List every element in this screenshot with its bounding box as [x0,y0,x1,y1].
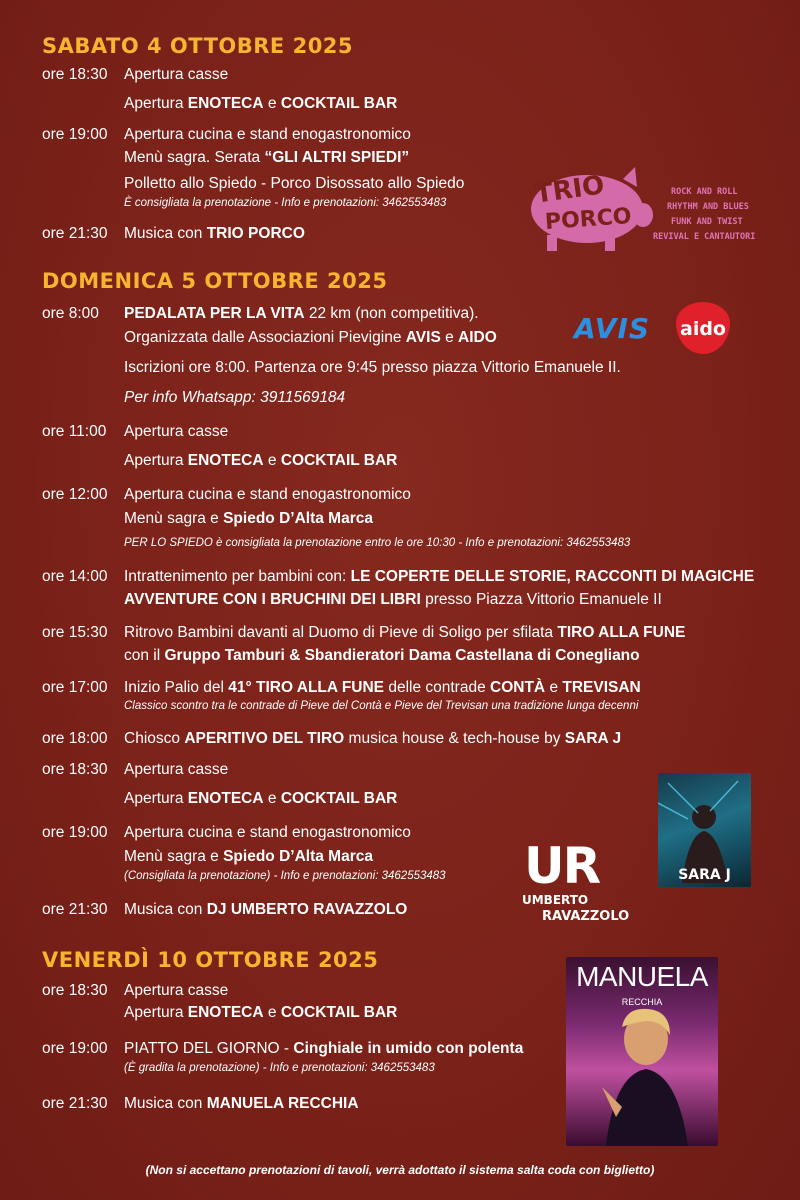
event-text: Ritrovo Bambini davanti al Duomo di Pieve di Soligo per sfilata TIRO ALLA FUNE [124,624,686,641]
event-detail: Menù sagra e Spiedo D’Alta Marca [124,848,373,865]
event-detail: Per info Whatsapp: 3911569184 [124,389,346,406]
event-text: Inizio Palio del 41° TIRO ALLA FUNE delle contrade CONTÀ e TREVISAN [124,679,641,696]
event-time: ore 18:00 [42,730,108,747]
event-time: ore 18:30 [42,761,108,778]
day-title-venerdi: VENERDÌ 10 OTTOBRE 2025 [42,948,379,972]
event-text: PEDALATA PER LA VITA 22 km (non competitiva). [124,305,479,322]
event-time: ore 21:30 [42,225,108,242]
event-text: Musica con TRIO PORCO [124,225,305,242]
event-detail: AVVENTURE CON I BRUCHINI DEI LIBRI presso Piazza Vittorio Emanuele II [124,591,662,608]
footer-note: (Non si accettano prenotazioni di tavoli, verrà adottato il sistema salta coda con biglietto) [145,1163,655,1177]
event-time: ore 18:30 [42,66,108,83]
event-detail: Apertura ENOTECA e COCKTAIL BAR [124,95,398,112]
sara-j-label: SARA J [678,867,731,883]
event-detail: Apertura ENOTECA e COCKTAIL BAR [124,452,398,469]
event-note: Classico scontro tra le contrade di Pieve del Contà e Pieve del Trevisan una tradizione lunga decenni [124,700,639,712]
aido-logo-text: aido [680,318,726,340]
event-time: ore 21:30 [42,901,108,918]
event-detail: con il Gruppo Tamburi & Sbandieratori Dama Castellana di Conegliano [124,647,640,664]
event-note: È consigliata la prenotazione - Info e prenotazioni: 3462553483 [124,197,447,209]
sara-j-photo [658,773,751,887]
trio-genres: ROCK AND ROLL RHYTHM AND BLUES FUNK AND TWIST REVIVAL E CANTAUTORI [653,187,756,242]
manuela-recchia-photo [566,957,718,1146]
event-text: Apertura cucina e stand enogastronomico [124,126,411,143]
event-time: ore 11:00 [42,423,107,440]
event-text: Musica con MANUELA RECCHIA [124,1095,359,1112]
event-detail: Menù sagra. Serata “GLI ALTRI SPIEDI” [124,149,410,166]
event-text: Apertura casse [124,66,229,83]
avis-logo: AVIS [574,312,651,345]
umberto-ravazzolo-logo [520,837,650,928]
day-title-sabato: SABATO 4 OTTOBRE 2025 [42,34,354,58]
event-text: Chiosco APERITIVO DEL TIRO musica house & tech-house by SARA J [124,730,622,747]
event-note: (È gradita la prenotazione) - Info e prenotazioni: 3462553483 [124,1062,435,1074]
event-time: ore 18:30 [42,982,108,999]
manuela-subtitle: RECCHIA [621,997,663,1007]
ur-name-2: RAVAZZOLO [542,909,630,924]
day-title-domenica: DOMENICA 5 OTTOBRE 2025 [42,269,388,293]
event-detail: Polletto allo Spiedo - Porco Disossato allo Spiedo [124,175,465,192]
singer-silhouette-icon [566,957,718,1146]
event-time: ore 21:30 [42,1095,108,1112]
ur-mark: UR [524,837,600,895]
event-detail: Iscrizioni ore 8:00. Partenza ore 9:45 presso piazza Vittorio Emanuele II. [124,359,621,376]
event-time: ore 19:00 [42,1040,108,1057]
event-time: ore 14:00 [42,568,108,585]
manuela-title: MANUELA [576,961,708,992]
event-text: Apertura cucina e stand enogastronomico [124,824,411,841]
porco-word: PORCO [544,204,633,235]
event-time: ore 17:00 [42,679,108,696]
event-time: ore 15:30 [42,624,108,641]
event-text: PIATTO DEL GIORNO - Cinghiale in umido con polenta [124,1040,524,1057]
event-detail: Organizzata dalle Associazioni Pievigine AVIS e AIDO [124,329,497,346]
event-time: ore 19:00 [42,126,108,143]
event-time: ore 8:00 [42,305,99,322]
event-text: Intrattenimento per bambini con: LE COPERTE DELLE STORIE, RACCONTI DI MAGICHE [124,568,755,585]
aido-logo [676,302,730,354]
event-text: Apertura casse [124,982,229,999]
event-detail: Apertura ENOTECA e COCKTAIL BAR [124,790,398,807]
event-note: (Consigliata la prenotazione) - Info e prenotazioni: 3462553483 [124,870,446,882]
event-time: ore 19:00 [42,824,108,841]
event-text: Apertura casse [124,761,229,778]
event-time: ore 12:00 [42,486,108,503]
event-detail: Menù sagra e Spiedo D’Alta Marca [124,510,373,527]
trio-word: TRIO [533,170,607,210]
event-text: Apertura casse [124,423,229,440]
event-detail: Apertura ENOTECA e COCKTAIL BAR [124,1004,398,1021]
trio-porco-logo [525,165,785,255]
event-note: PER LO SPIEDO è consigliata la prenotazione entro le ore 10:30 - Info e prenotazioni: 3462553483 [124,537,631,549]
ur-name-1: UMBERTO [522,893,589,907]
event-text: Apertura cucina e stand enogastronomico [124,486,411,503]
event-text: Musica con DJ UMBERTO RAVAZZOLO [124,901,408,918]
